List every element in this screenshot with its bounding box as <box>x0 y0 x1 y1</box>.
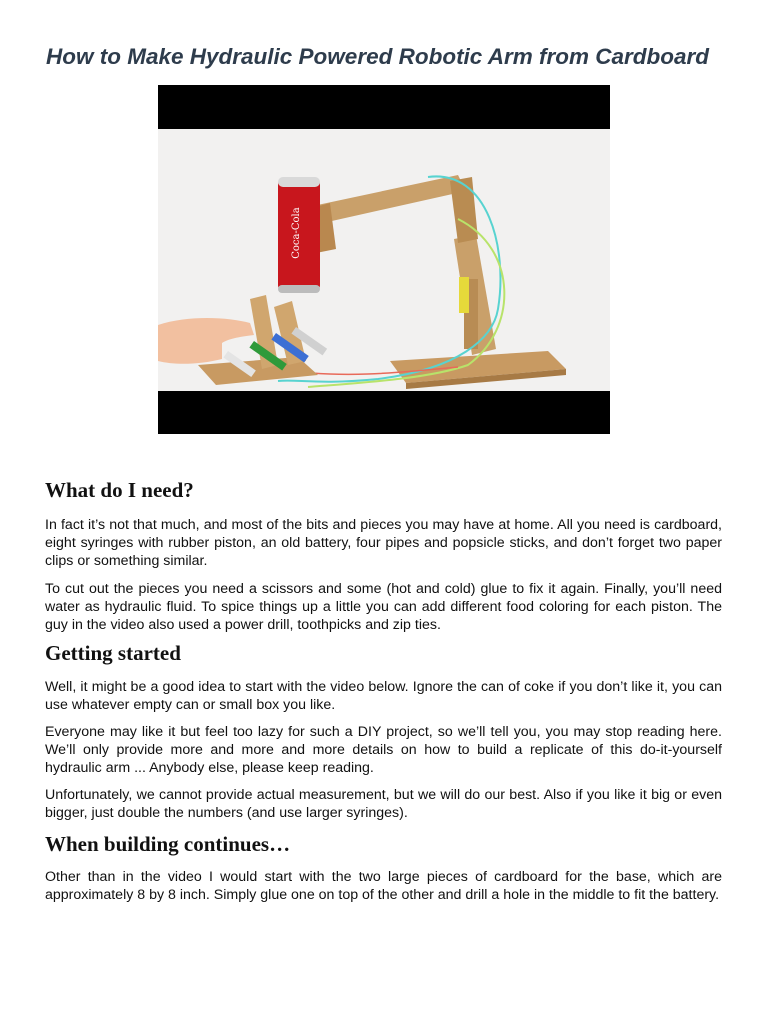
paragraph: To cut out the pieces you need a scissors and some (hot and cold) glue to fix it again. Finally, you’ll need water as hydraulic fluid. To spice things up a little you can add different food coloring for each piston. The guy in the video also used a power drill, toothpicks and zip ties. <box>45 581 722 633</box>
paragraph: Other than in the video I would start with the two large pieces of cardboard for the base, which are approximately 8 by 8 inch. Simply glue one on top of the other and drill a hole in the middle to fit the battery. <box>45 869 722 903</box>
heading-when-building-continues: When building continues… <box>45 832 291 856</box>
heading-what-do-i-need: What do I need? <box>45 478 194 502</box>
heading-getting-started: Getting started <box>45 641 181 665</box>
paragraph: Everyone may like it but feel too lazy for such a DIY project, so we’ll tell you, you may stop reading here. We’ll only provide more and more and more details on how to build a replicate of this do-it-yourself hydraulic arm ... Anybody else, please keep reading. <box>45 724 722 776</box>
video-frame <box>158 129 610 391</box>
video-thumbnail[interactable] <box>158 85 610 434</box>
paragraph: Unfortunately, we cannot provide actual measurement, but we will do our best. Also if you like it big or even bigger, just double the numbers (and use larger syringes). <box>45 787 722 821</box>
can-label: Coca-Cola <box>291 207 302 259</box>
paragraph: In fact it’s not that much, and most of the bits and pieces you may have at home. All you need is cardboard, eight syringes with rubber piston, an old battery, four pipes and popsicle sticks, and don’t forget two paper clips or something similar. <box>45 517 722 569</box>
paragraph: Well, it might be a good idea to start with the video below. Ignore the can of coke if you don’t like it, you can use whatever empty can or small box you like. <box>45 679 722 713</box>
page-title: How to Make Hydraulic Powered Robotic Arm from Cardboard <box>46 44 710 69</box>
robotic-arm-thumbnail-icon <box>158 129 610 391</box>
